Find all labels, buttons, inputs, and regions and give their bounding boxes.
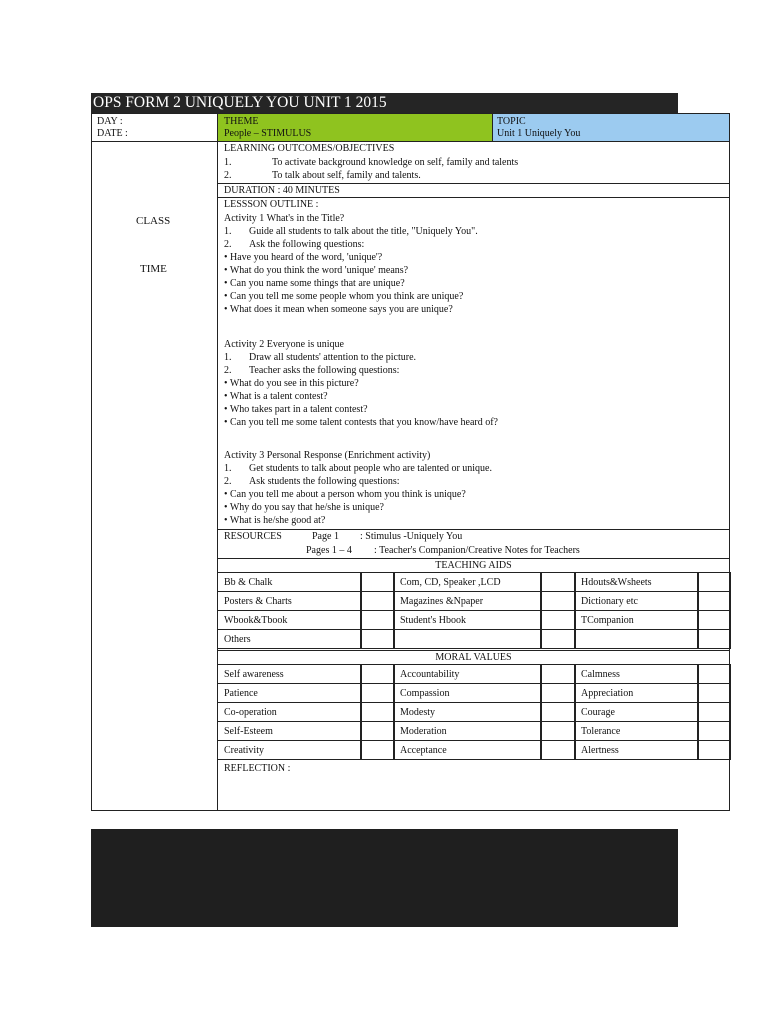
moral-value-label: Compassion	[400, 687, 450, 699]
teaching-aid-cell	[574, 610, 699, 630]
resources-label: RESOURCES	[224, 531, 282, 542]
teaching-aid-checkbox[interactable]	[360, 610, 395, 630]
question-bullet: • What do you think the word 'unique' means?	[224, 265, 409, 276]
moral-value-label: Moderation	[400, 725, 447, 737]
teaching-aid-checkbox[interactable]	[360, 629, 395, 649]
moral-value-label: Creativity	[224, 744, 264, 756]
activity-title: Activity 1 What's in the Title?	[224, 213, 345, 224]
moral-value-cell	[393, 702, 542, 722]
teaching-aid-label: Posters & Charts	[224, 595, 292, 607]
step-number: 1.	[224, 226, 232, 237]
moral-value-cell	[217, 664, 362, 684]
question-bullet: • What is a talent contest?	[224, 391, 328, 402]
question-bullet: • What does it mean when someone says you are unique?	[224, 304, 453, 315]
step-text: Draw all students' attention to the picture.	[249, 352, 417, 363]
moral-value-checkbox[interactable]	[697, 740, 731, 760]
resource-text: : Stimulus -Uniquely You	[360, 531, 463, 542]
page-title: OPS FORM 2 UNIQUELY YOU UNIT 1 2015	[91, 93, 678, 113]
moral-value-cell	[574, 664, 699, 684]
step-number: 2.	[224, 239, 232, 250]
teaching-aid-label: Com, CD, Speaker ,LCD	[400, 576, 501, 588]
teaching-aid-label: Hdouts&Wsheets	[581, 576, 652, 588]
teaching-aid-checkbox[interactable]	[360, 591, 395, 611]
moral-value-label: Acceptance	[400, 744, 447, 756]
moral-value-checkbox[interactable]	[697, 683, 731, 703]
teaching-aid-checkbox[interactable]	[697, 572, 731, 592]
moral-value-checkbox[interactable]	[360, 740, 395, 760]
reflection-section	[217, 759, 730, 811]
question-bullet: • What do you see in this picture?	[224, 378, 359, 389]
teaching-aid-label: Dictionary etc	[581, 595, 638, 607]
question-bullet: • Can you tell me about a person whom you think is unique?	[224, 489, 466, 500]
teaching-aid-label: Others	[224, 633, 251, 645]
moral-value-cell	[393, 740, 542, 760]
moral-value-label: Tolerance	[581, 725, 621, 737]
teaching-aid-cell	[217, 610, 362, 630]
class-label: CLASS	[136, 215, 171, 227]
duration-row	[217, 183, 730, 198]
moral-value-checkbox[interactable]	[540, 664, 576, 684]
teaching-aid-checkbox[interactable]	[697, 629, 731, 649]
topic-cell	[492, 113, 730, 142]
teaching-aid-checkbox[interactable]	[697, 591, 731, 611]
step-number: 2.	[224, 476, 232, 487]
reflection-label: REFLECTION :	[224, 763, 291, 774]
resource-page: Page 1	[312, 531, 339, 542]
time-label: TIME	[140, 263, 167, 275]
moral-value-label: Modesty	[400, 706, 435, 718]
date-label: DATE :	[97, 128, 128, 139]
moral-value-checkbox[interactable]	[697, 664, 731, 684]
day-label: DAY :	[97, 116, 123, 127]
resources-section	[217, 529, 730, 559]
moral-value-checkbox[interactable]	[360, 721, 395, 741]
step-number: 2.	[224, 365, 232, 376]
class-time-column	[91, 141, 218, 811]
moral-value-label: Courage	[581, 706, 615, 718]
question-bullet: • What is he/she good at?	[224, 515, 326, 526]
moral-value-checkbox[interactable]	[697, 721, 731, 741]
outcome-text: To talk about self, family and talents.	[272, 170, 421, 181]
question-bullet: • Who takes part in a talent contest?	[224, 404, 368, 415]
moral-value-checkbox[interactable]	[540, 683, 576, 703]
resource-text: : Teacher's Companion/Creative Notes for Teachers	[374, 545, 580, 556]
step-text: Teacher asks the following questions:	[249, 365, 400, 376]
moral-value-cell	[393, 721, 542, 741]
moral-value-checkbox[interactable]	[360, 702, 395, 722]
step-number: 1.	[224, 463, 232, 474]
moral-value-checkbox[interactable]	[540, 702, 576, 722]
step-text: Get students to talk about people who are talented or unique.	[249, 463, 492, 474]
topic-label: TOPIC	[497, 116, 526, 127]
moral-value-checkbox[interactable]	[360, 683, 395, 703]
moral-value-label: Self-Esteem	[224, 725, 273, 737]
question-bullet: • Have you heard of the word, 'unique'?	[224, 252, 383, 263]
step-number: 1.	[224, 352, 232, 363]
theme-value: People – STIMULUS	[224, 128, 312, 139]
moral-value-label: Calmness	[581, 668, 620, 680]
moral-value-label: Alertness	[581, 744, 619, 756]
day-date-cell	[91, 113, 218, 142]
moral-value-label: Self awareness	[224, 668, 284, 680]
step-text: Guide all students to talk about the title, "Uniquely You".	[249, 226, 478, 237]
duration-text: DURATION : 40 MINUTES	[224, 185, 340, 196]
learning-outcomes-heading: LEARNING OUTCOMES/OBJECTIVES	[224, 143, 395, 154]
outcome-number: 1.	[224, 157, 232, 168]
moral-value-cell	[217, 683, 362, 703]
moral-value-cell	[217, 721, 362, 741]
moral-value-label: Accountability	[400, 668, 460, 680]
moral-value-cell	[217, 740, 362, 760]
teaching-aid-checkbox[interactable]	[540, 591, 576, 611]
teaching-aid-checkbox[interactable]	[540, 629, 576, 649]
moral-value-checkbox[interactable]	[540, 721, 576, 741]
teaching-aid-label: Magazines &Npaper	[400, 595, 484, 607]
teaching-aid-cell	[574, 591, 699, 611]
teaching-aids-heading-row	[217, 558, 730, 573]
lesson-outline-section	[217, 197, 730, 530]
theme-label: THEME	[224, 116, 259, 127]
question-bullet: • Can you name some things that are unique?	[224, 278, 405, 289]
teaching-aid-cell	[217, 629, 362, 649]
teaching-aid-cell	[393, 610, 542, 630]
activity-title: Activity 3 Personal Response (Enrichment activity)	[224, 450, 431, 461]
moral-value-label: Patience	[224, 687, 258, 699]
moral-value-cell	[574, 702, 699, 722]
theme-cell	[217, 113, 493, 142]
teaching-aid-label: Bb & Chalk	[224, 576, 273, 588]
teaching-aid-cell	[393, 629, 542, 649]
teaching-aid-cell	[217, 572, 362, 592]
moral-value-label: Appreciation	[581, 687, 634, 699]
teaching-aid-label: Wbook&Tbook	[224, 614, 288, 626]
step-text: Ask the following questions:	[249, 239, 365, 250]
activity-title: Activity 2 Everyone is unique	[224, 339, 344, 350]
question-bullet: • Can you tell me some people whom you think are unique?	[224, 291, 464, 302]
teaching-aid-checkbox[interactable]	[360, 572, 395, 592]
topic-value: Unit 1 Uniquely You	[497, 128, 581, 139]
moral-value-cell	[393, 664, 542, 684]
teaching-aid-label: Student's Hbook	[400, 614, 466, 626]
teaching-aid-label: TCompanion	[581, 614, 634, 626]
teaching-aid-cell	[393, 591, 542, 611]
teaching-aids-heading: TEACHING AIDS	[435, 560, 512, 571]
outcome-number: 2.	[224, 170, 232, 181]
moral-value-checkbox[interactable]	[540, 740, 576, 760]
moral-values-heading-row	[217, 650, 730, 665]
teaching-aid-cell	[217, 591, 362, 611]
teaching-aid-cell	[393, 572, 542, 592]
teaching-aid-cell	[574, 572, 699, 592]
teaching-aid-checkbox[interactable]	[540, 610, 576, 630]
teaching-aid-cell	[574, 629, 699, 649]
teaching-aid-checkbox[interactable]	[697, 610, 731, 630]
resource-page: Pages 1 – 4	[306, 545, 352, 556]
learning-outcomes-section	[217, 141, 730, 184]
moral-value-label: Co-operation	[224, 706, 277, 718]
teaching-aid-checkbox[interactable]	[540, 572, 576, 592]
moral-value-checkbox[interactable]	[697, 702, 731, 722]
question-bullet: • Can you tell me some talent contests that you know/have heard of?	[224, 417, 498, 428]
moral-values-heading: MORAL VALUES	[435, 652, 512, 663]
step-text: Ask students the following questions:	[249, 476, 400, 487]
moral-value-cell	[217, 702, 362, 722]
moral-value-cell	[574, 721, 699, 741]
footer-block	[91, 829, 678, 927]
moral-value-cell	[393, 683, 542, 703]
moral-value-cell	[574, 740, 699, 760]
outcome-text: To activate background knowledge on self, family and talents	[272, 157, 519, 168]
question-bullet: • Why do you say that he/she is unique?	[224, 502, 384, 513]
moral-value-cell	[574, 683, 699, 703]
moral-value-checkbox[interactable]	[360, 664, 395, 684]
lesson-outline-heading: LESSSON OUTLINE :	[224, 199, 319, 210]
